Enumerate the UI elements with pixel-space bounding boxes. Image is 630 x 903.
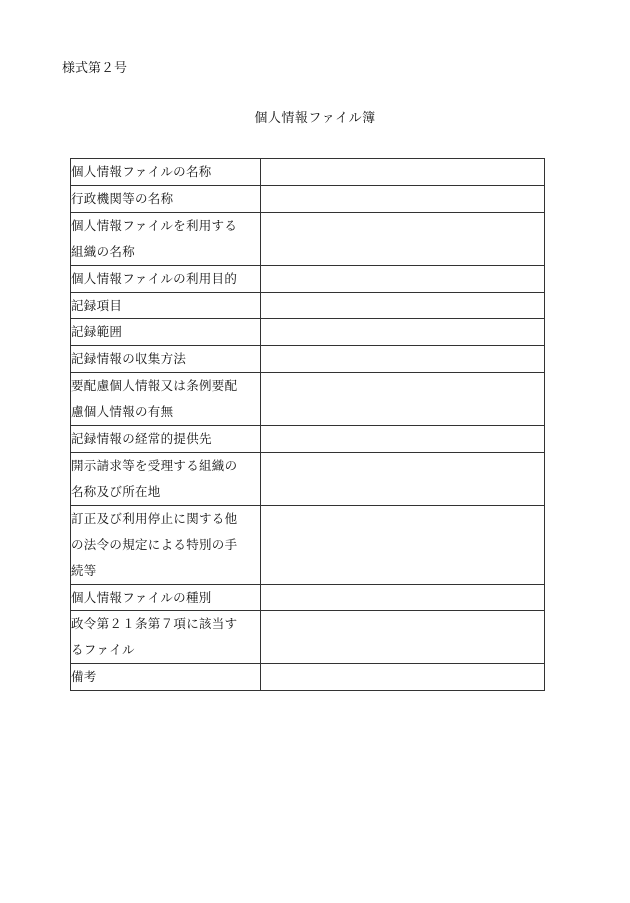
row-label-special-procedures: 訂正及び利用停止に関する他 の法令の規定による特別の手 続等 — [71, 505, 261, 584]
row-label-ordinance-applicable: 政令第２１条第７項に該当す るファイル — [71, 611, 261, 664]
row-value-collection-method[interactable] — [261, 346, 545, 373]
table-row-using-organization — [71, 212, 545, 265]
row-label-regular-recipients: 記録情報の経常的提供先 — [71, 426, 261, 453]
row-label-using-organization: 個人情報ファイルを利用する 組織の名称 — [71, 212, 261, 265]
document-title: 個人情報ファイル簿 — [254, 111, 376, 126]
row-value-special-procedures[interactable] — [261, 505, 545, 584]
row-label-record-items: 記録項目 — [71, 292, 261, 319]
row-label-agency-name: 行政機関等の名称 — [71, 185, 261, 212]
row-label-disclosure-office: 開示請求等を受理する組織の 名称及び所在地 — [71, 452, 261, 505]
row-value-ordinance-applicable[interactable] — [261, 611, 545, 664]
row-value-remarks[interactable] — [261, 664, 545, 691]
table-row-ordinance-applicable — [71, 611, 545, 664]
row-value-file-name[interactable] — [261, 159, 545, 186]
row-value-using-organization[interactable] — [261, 212, 545, 265]
table-row-remarks — [71, 664, 545, 691]
row-value-record-items[interactable] — [261, 292, 545, 319]
table-row-collection-method — [71, 346, 545, 373]
row-value-file-type[interactable] — [261, 584, 545, 611]
row-label-file-name: 個人情報ファイルの名称 — [71, 159, 261, 186]
row-value-disclosure-office[interactable] — [261, 452, 545, 505]
row-value-agency-name[interactable] — [261, 185, 545, 212]
table-row-agency-name — [71, 185, 545, 212]
table-row-disclosure-office — [71, 452, 545, 505]
row-value-regular-recipients[interactable] — [261, 426, 545, 453]
table-row-record-scope — [71, 319, 545, 346]
row-label-file-type: 個人情報ファイルの種別 — [71, 584, 261, 611]
table-row-purpose — [71, 265, 545, 292]
table-row-file-name — [71, 159, 545, 186]
row-value-purpose[interactable] — [261, 265, 545, 292]
table-row-record-items — [71, 292, 545, 319]
row-label-remarks: 備考 — [71, 664, 261, 691]
row-label-purpose: 個人情報ファイルの利用目的 — [71, 265, 261, 292]
table-row-special-procedures — [71, 505, 545, 584]
row-label-sensitive-info: 要配慮個人情報又は条例要配 慮個人情報の有無 — [71, 373, 261, 426]
row-value-sensitive-info[interactable] — [261, 373, 545, 426]
table-row-file-type — [71, 584, 545, 611]
row-value-record-scope[interactable] — [261, 319, 545, 346]
personal-info-file-register-table — [70, 158, 545, 691]
row-label-record-scope: 記録範囲 — [71, 319, 261, 346]
table-row-sensitive-info — [71, 373, 545, 426]
row-label-collection-method: 記録情報の収集方法 — [71, 346, 261, 373]
form-number: 様式第２号 — [62, 61, 128, 76]
table-row-regular-recipients — [71, 426, 545, 453]
